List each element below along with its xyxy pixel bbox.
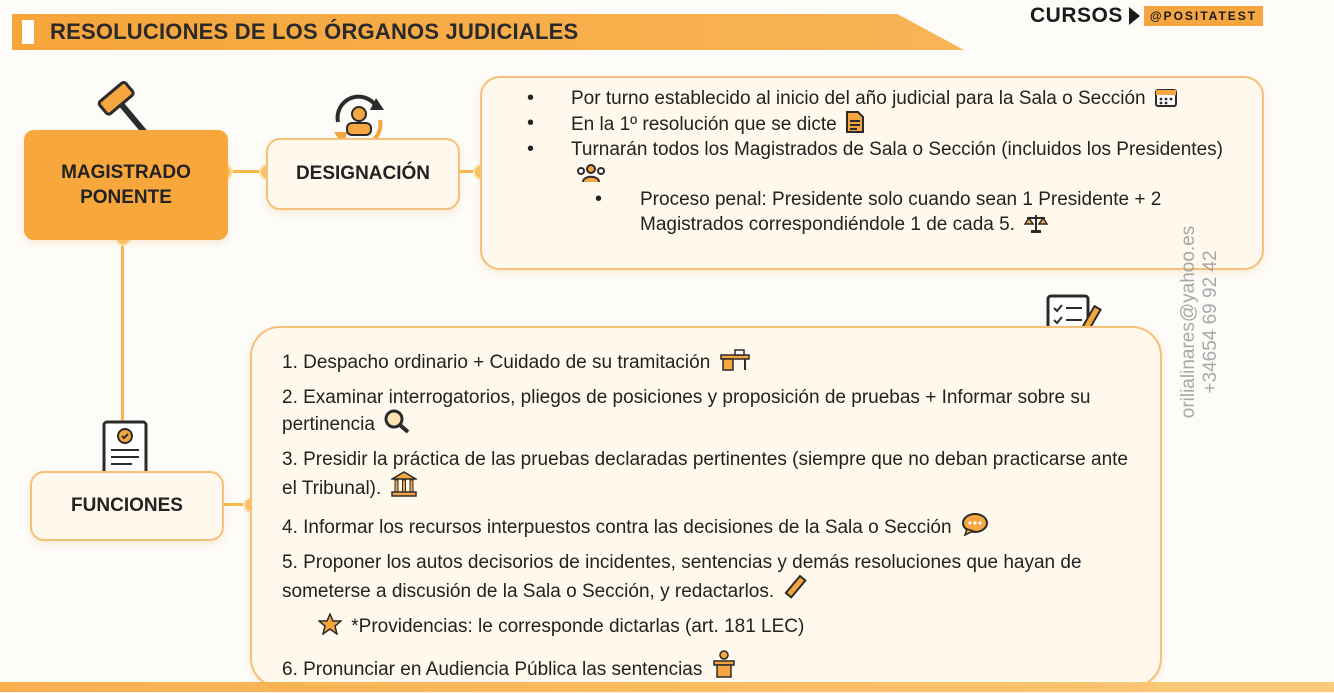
magistrado-ponente-node bbox=[24, 130, 228, 240]
brand-arrow-icon bbox=[1129, 7, 1140, 25]
calendar-icon bbox=[1155, 87, 1177, 107]
page-title: RESOLUCIONES DE LOS ÓRGANOS JUDICIALES bbox=[50, 19, 579, 44]
connector-vertical bbox=[121, 238, 124, 428]
funcion-item: 1. Despacho ordinario + Cuidado de su tramitación bbox=[282, 349, 1142, 374]
podium-icon bbox=[712, 650, 736, 678]
header-mark bbox=[22, 20, 34, 44]
funcion-item: 5. Proponer los autos decisorios de incidentes, sentencias y demás resoluciones que hayan de someterse a discusión de la Sala o Sección, y redactarlos. bbox=[282, 552, 1082, 602]
designacion-point: • Por turno establecido al inicio del año judicial para la Sala o Sección bbox=[525, 86, 1245, 111]
designacion-point: • Turnarán todos los Magistrados de Sala o Sección (incluidos los Presidentes) bbox=[525, 137, 1245, 187]
watermark: orilialinares@yahoo.es +34654 69 92 42 bbox=[1178, 225, 1221, 419]
funcion-item: 3. Presidir la práctica de las pruebas declaradas pertinentes (siempre que no deban practicarse ante el Tribunal). bbox=[282, 449, 1128, 499]
designacion-points-list bbox=[525, 86, 1245, 237]
funcion-note: *Providencias: le corresponde dictarlas (art. 181 LEC) bbox=[282, 613, 1142, 638]
people-icon bbox=[575, 163, 607, 183]
designacion-node bbox=[266, 138, 460, 210]
magistrado-ponente-label: MAGISTRADO PONENTE bbox=[61, 162, 191, 208]
magnifier-icon bbox=[384, 409, 410, 433]
pencil-icon bbox=[783, 574, 809, 600]
funcion-item: 4. Informar los recursos interpuestos contra las decisiones de la Sala o Sección bbox=[282, 512, 1142, 539]
designacion-point: • En la 1º resolución que se dicte bbox=[525, 111, 1245, 137]
courthouse-icon bbox=[391, 471, 417, 497]
bottom-strip bbox=[0, 682, 1334, 692]
designacion-subpoint: • Proceso penal: Presidente solo cuando sean 1 Presidente + 2 Magistrados correspondiéndole 1 de cada 5. bbox=[525, 187, 1245, 237]
funciones-list bbox=[282, 349, 1142, 693]
document-icon bbox=[846, 111, 864, 133]
funcion-item: 2. Examinar interrogatorios, pliegos de posiciones y proposición de pruebas + Informar sobre su pertinencia bbox=[282, 387, 1091, 435]
designacion-label: DESIGNACIÓN bbox=[295, 163, 431, 184]
funcion-item: 6. Pronunciar en Audiencia Pública las sentencias bbox=[282, 650, 1142, 681]
speech-bubble-icon bbox=[961, 512, 989, 536]
brand-name: CURSOS bbox=[1030, 4, 1123, 27]
funciones-label: FUNCIONES bbox=[71, 495, 183, 516]
brand-logo bbox=[1030, 4, 1263, 28]
brand-tag: @POSITATEST bbox=[1144, 6, 1263, 26]
funciones-node bbox=[30, 471, 224, 541]
scales-icon bbox=[1024, 213, 1048, 233]
desk-icon bbox=[720, 349, 750, 371]
star-icon bbox=[318, 613, 342, 635]
